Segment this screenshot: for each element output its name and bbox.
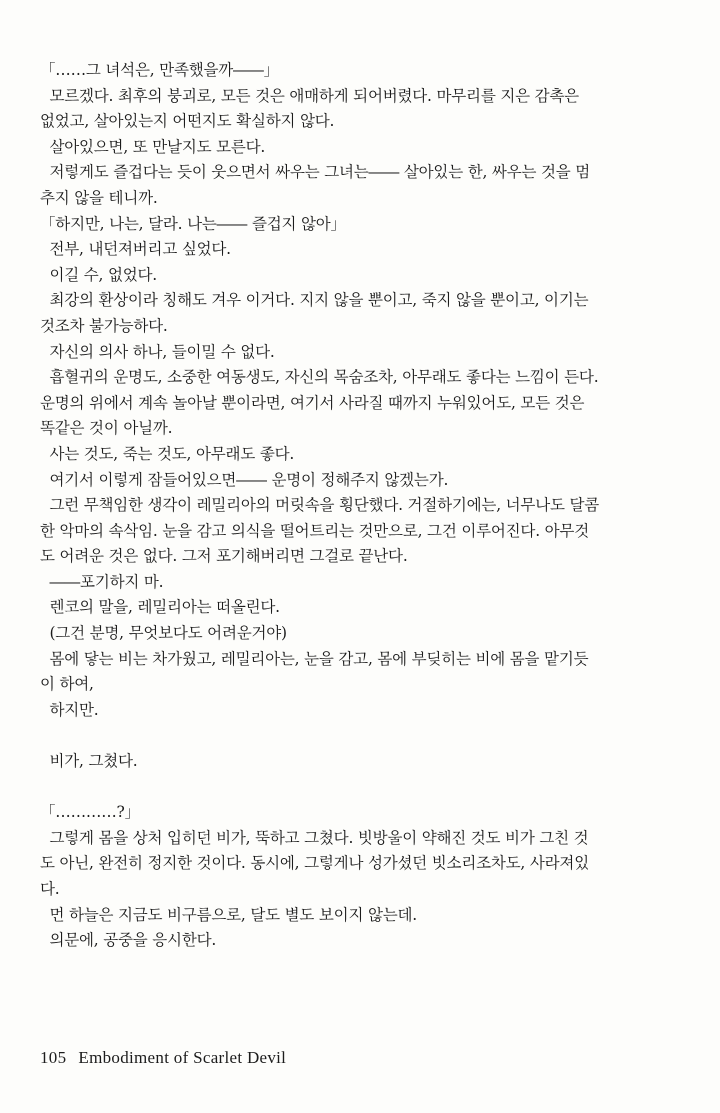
page-number: 105: [40, 1048, 67, 1067]
text-line: 「……그 녀석은, 만족했을까――」: [40, 61, 279, 79]
text-line: 의문에, 공중을 응시한다.: [40, 931, 217, 950]
page-footer: [40, 1048, 286, 1068]
text-line: 비가, 그쳤다.: [40, 752, 138, 771]
text-line: [40, 723, 682, 749]
text-line: 그런 무책임한 생각이 레밀리아의 머릿속을 횡단했다. 거절하기에는, 너무나도 달콤: [40, 496, 600, 515]
text-line: 먼 하늘은 지금도 비구름으로, 달도 별도 보이지 않는데.: [40, 905, 418, 924]
text-line: 이 하여,: [40, 675, 94, 694]
text-line: 도 어려운 것은 없다. 그저 포기해버리면 그걸로 끝난다.: [40, 547, 408, 566]
text-line: (그건 분명, 무엇보다도 어려운거야): [40, 624, 287, 643]
text-line: 똑같은 것이 아닐까.: [40, 419, 173, 438]
text-line: 하지만.: [40, 700, 99, 719]
text-line: 「하지만, 나는, 달라. 나는―― 즐겁지 않아」: [40, 214, 346, 233]
text-line: 운명의 위에서 계속 놀아날 뿐이라면, 여기서 사라질 때까지 누워있어도, 모든 것은: [40, 393, 585, 412]
text-line: 「…………?」: [40, 803, 140, 822]
book-title: Embodiment of Scarlet Devil: [78, 1048, 287, 1067]
text-line: 사는 것도, 죽는 것도, 아무래도 좋다.: [40, 444, 295, 463]
body-text: [40, 58, 682, 954]
text-line: 살아있으면, 또 만날지도 모른다.: [40, 137, 266, 156]
text-line: 한 악마의 속삭임. 눈을 감고 의식을 떨어트리는 것만으로, 그건 이루어진다. 아무것: [40, 521, 589, 540]
text-line: 자신의 의사 하나, 들이밀 수 없다.: [40, 342, 275, 361]
text-line: [40, 775, 682, 801]
text-line: 흡혈귀의 운명도, 소중한 여동생도, 자신의 목숨조차, 아무래도 좋다는 느낌이 든다.: [40, 368, 599, 387]
text-line: 저렇게도 즐겁다는 듯이 웃으면서 싸우는 그녀는―― 살아있는 한, 싸우는 것을 멈: [40, 163, 591, 182]
text-line: 없었고, 살아있는지 어떤지도 확실하지 않다.: [40, 112, 335, 131]
text-line: 모르겠다. 최후의 붕괴로, 모든 것은 애매하게 되어버렸다. 마무리를 지은 감촉은: [40, 86, 579, 105]
text-line: 여기서 이렇게 잠들어있으면―― 운명이 정해주지 않겠는가.: [40, 470, 449, 489]
text-line: 이길 수, 없었다.: [40, 265, 158, 284]
text-line: 다.: [40, 880, 60, 898]
text-line: 전부, 내던져버리고 싶었다.: [40, 240, 231, 259]
text-line: ――포기하지 마.: [40, 572, 164, 591]
text-line: 도 아닌, 완전히 정지한 것이다. 동시에, 그렇게나 성가셨던 빗소리조차도, 사라져있: [40, 854, 589, 873]
text-line: 추지 않을 테니까.: [40, 188, 158, 207]
text-line: 최강의 환상이라 칭해도 겨우 이거다. 지지 않을 뿐이고, 죽지 않을 뿐이고, 이기는: [40, 291, 589, 310]
text-line: 몸에 닿는 비는 차가웠고, 레밀리아는, 눈을 감고, 몸에 부딪히는 비에 몸을 맡기듯: [40, 649, 589, 668]
text-line: 그렇게 몸을 상처 입히던 비가, 뚝하고 그쳤다. 빗방울이 약해진 것도 비가 그친 것: [40, 828, 589, 847]
text-line: 것조차 불가능하다.: [40, 316, 168, 335]
text-line: 렌코의 말을, 레밀리아는 떠올린다.: [40, 598, 280, 617]
